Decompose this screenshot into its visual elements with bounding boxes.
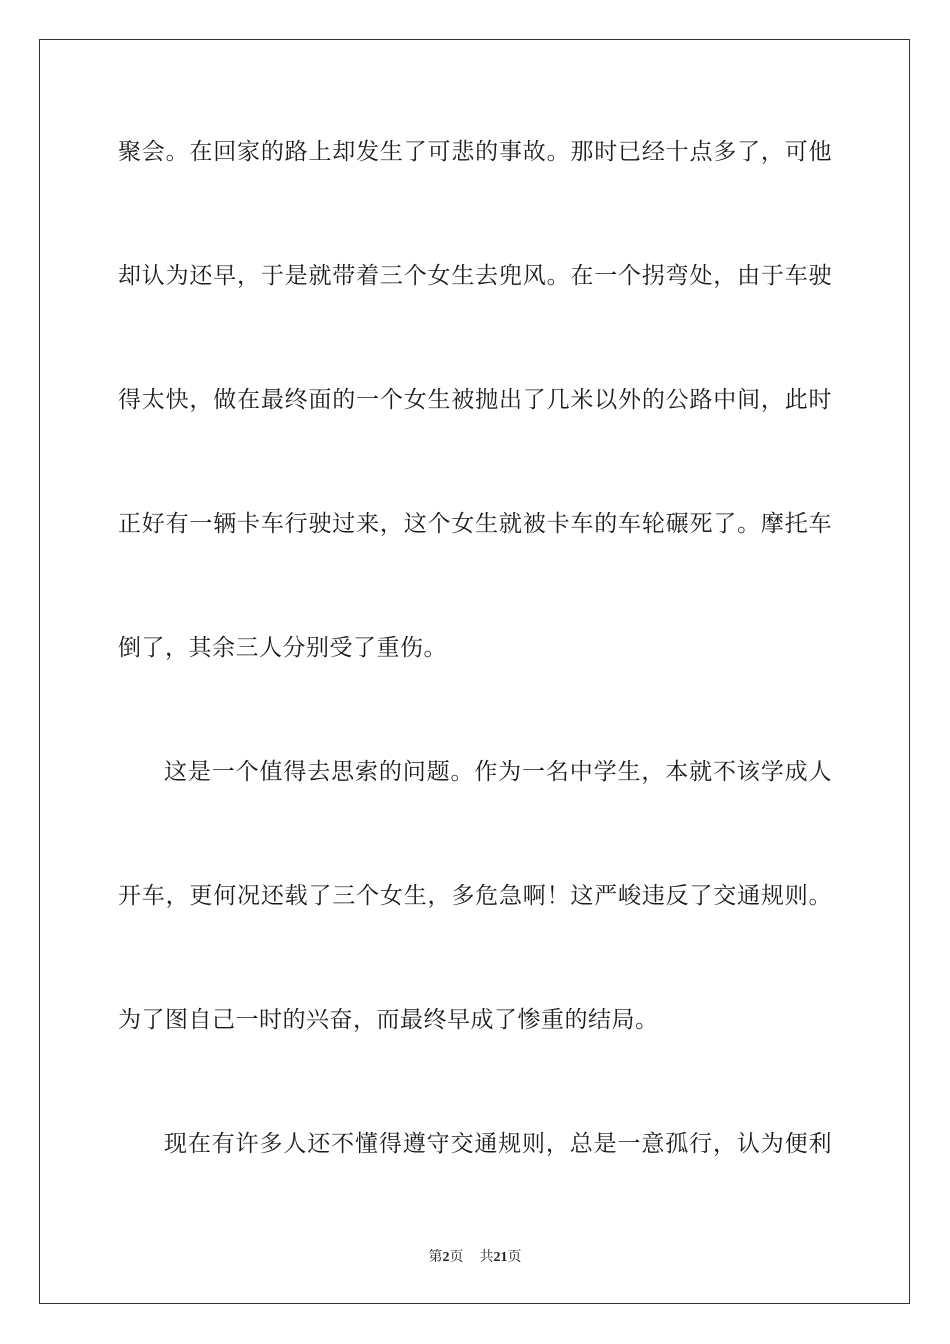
page-suffix: 页 (449, 1249, 464, 1265)
text-line: 开车，更何况还载了三个女生，多危急啊！这严峻违反了交通规则。 (118, 883, 832, 909)
text-line: 聚会。在回家的路上却发生了可悲的事故。那时已经十点多了，可他 (118, 139, 832, 165)
total-suffix: 页 (507, 1249, 522, 1265)
page-number: 2 (442, 1250, 450, 1265)
page-prefix: 第 (428, 1249, 443, 1265)
page-border (39, 39, 910, 1304)
paragraph-first-line: 现在有许多人还不懂得遵守交通规则，总是一意孤行，认为便利 (164, 1131, 832, 1157)
text-line: 倒了，其余三人分别受了重伤。 (118, 635, 447, 661)
page-footer (0, 1248, 950, 1267)
text-line: 得太快，做在最终面的一个女生被抛出了几米以外的公路中间，此时 (118, 387, 832, 413)
text-line: 却认为还早，于是就带着三个女生去兜风。在一个拐弯处，由于车驶 (118, 263, 832, 289)
total-pages: 21 (493, 1250, 508, 1265)
paragraph-first-line: 这是一个值得去思索的问题。作为一名中学生，本就不该学成人 (164, 759, 832, 785)
text-line: 为了图自己一时的兴奋，而最终早成了惨重的结局。 (118, 1007, 659, 1033)
total-prefix: 共 (479, 1249, 494, 1265)
text-line: 正好有一辆卡车行驶过来，这个女生就被卡车的车轮碾死了。摩托车 (118, 511, 832, 537)
